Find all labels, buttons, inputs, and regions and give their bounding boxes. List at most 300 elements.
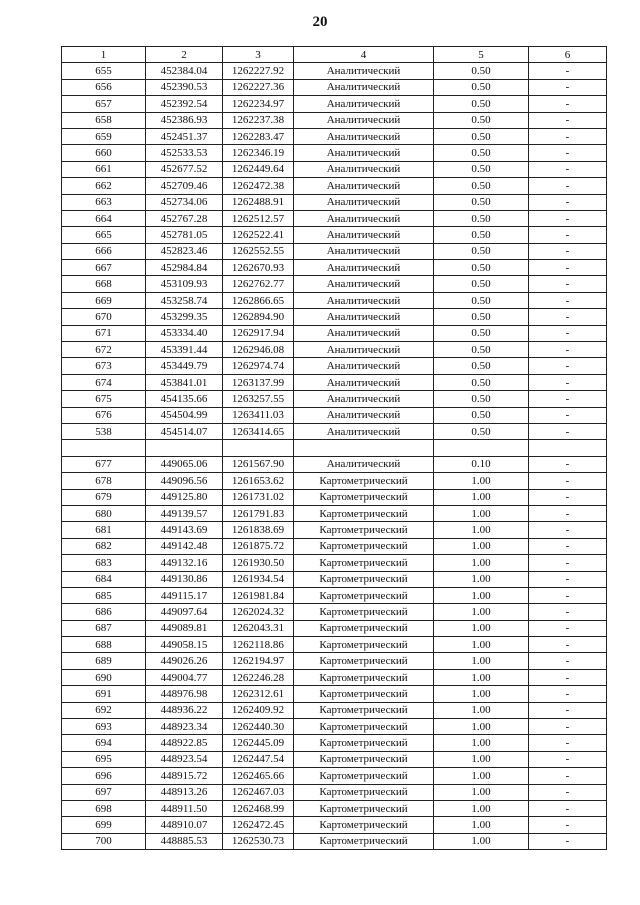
- table-cell: 1.00: [434, 571, 529, 587]
- table-cell: Картометрический: [294, 571, 434, 587]
- table-cell: [529, 440, 607, 456]
- column-header: 6: [529, 47, 607, 63]
- table-cell: 449004.77: [146, 669, 223, 685]
- table-cell: 1.00: [434, 768, 529, 784]
- table-cell: 1262283.47: [223, 128, 294, 144]
- table-cell: 699: [62, 817, 146, 833]
- table-cell: 1262468.99: [223, 800, 294, 816]
- table-cell: 1.00: [434, 751, 529, 767]
- table-cell: Картометрический: [294, 538, 434, 554]
- table-cell: 452390.53: [146, 79, 223, 95]
- table-row: [62, 784, 607, 800]
- table-cell: 658: [62, 112, 146, 128]
- table-cell: 452781.05: [146, 227, 223, 243]
- table-cell: 453299.35: [146, 309, 223, 325]
- table-row: [62, 96, 607, 112]
- table-cell: -: [529, 800, 607, 816]
- table-cell: 0.50: [434, 342, 529, 358]
- table-cell: -: [529, 292, 607, 308]
- table-cell: [223, 440, 294, 456]
- table-cell: Аналитический: [294, 79, 434, 95]
- table-row: [62, 194, 607, 210]
- table-cell: 1262552.55: [223, 243, 294, 259]
- table-cell: [294, 440, 434, 456]
- table-row: [62, 489, 607, 505]
- table-cell: 1261930.50: [223, 555, 294, 571]
- table-cell: 683: [62, 555, 146, 571]
- table-cell: 448976.98: [146, 686, 223, 702]
- table-cell: 452386.93: [146, 112, 223, 128]
- table-row: [62, 210, 607, 226]
- table-cell: 1.00: [434, 702, 529, 718]
- table-cell: 452734.06: [146, 194, 223, 210]
- table-row: [62, 309, 607, 325]
- table-cell: 670: [62, 309, 146, 325]
- page-number: 20: [312, 14, 328, 30]
- table-cell: Картометрический: [294, 653, 434, 669]
- table-cell: 1262946.08: [223, 342, 294, 358]
- table-cell: 1.00: [434, 538, 529, 554]
- table-cell: Картометрический: [294, 505, 434, 521]
- table-body: [62, 63, 607, 850]
- table-cell: -: [529, 112, 607, 128]
- table-cell: Картометрический: [294, 702, 434, 718]
- table-cell: 0.50: [434, 227, 529, 243]
- table-cell: 694: [62, 735, 146, 751]
- table-cell: 538: [62, 423, 146, 439]
- table-cell: 1262312.61: [223, 686, 294, 702]
- table-cell: -: [529, 128, 607, 144]
- table-cell: 0.50: [434, 407, 529, 423]
- table-cell: 454514.07: [146, 423, 223, 439]
- table-cell: -: [529, 784, 607, 800]
- table-cell: Картометрический: [294, 817, 434, 833]
- table-row: [62, 522, 607, 538]
- table-row: [62, 604, 607, 620]
- table-row: [62, 374, 607, 390]
- table-cell: -: [529, 374, 607, 390]
- table-cell: 1262445.09: [223, 735, 294, 751]
- table-cell: 660: [62, 145, 146, 161]
- table-row: [62, 178, 607, 194]
- table-cell: -: [529, 719, 607, 735]
- table-cell: -: [529, 522, 607, 538]
- table-cell: 693: [62, 719, 146, 735]
- table-cell: 1262488.91: [223, 194, 294, 210]
- table-cell: 1262467.03: [223, 784, 294, 800]
- table-cell: -: [529, 604, 607, 620]
- table-cell: 665: [62, 227, 146, 243]
- table-header-row: [62, 47, 607, 63]
- table-cell: Аналитический: [294, 112, 434, 128]
- table-row: [62, 260, 607, 276]
- table-row: [62, 637, 607, 653]
- table-row: [62, 653, 607, 669]
- table-cell: 698: [62, 800, 146, 816]
- table-cell: 1262670.93: [223, 260, 294, 276]
- table-cell: 669: [62, 292, 146, 308]
- table-cell: 1262246.28: [223, 669, 294, 685]
- column-header: 5: [434, 47, 529, 63]
- table-cell: 1.00: [434, 604, 529, 620]
- table-cell: Аналитический: [294, 178, 434, 194]
- table-cell: 666: [62, 243, 146, 259]
- table-row: [62, 128, 607, 144]
- table-cell: 657: [62, 96, 146, 112]
- table-cell: 1.00: [434, 735, 529, 751]
- table-row: [62, 669, 607, 685]
- table-cell: 659: [62, 128, 146, 144]
- table-cell: Аналитический: [294, 63, 434, 79]
- table-cell: 452823.46: [146, 243, 223, 259]
- table-cell: 686: [62, 604, 146, 620]
- table-row: [62, 538, 607, 554]
- table-cell: -: [529, 620, 607, 636]
- table-cell: 1262440.30: [223, 719, 294, 735]
- table-cell: 1262234.97: [223, 96, 294, 112]
- table-cell: -: [529, 260, 607, 276]
- table-cell: 1262472.45: [223, 817, 294, 833]
- table-cell: 1.00: [434, 473, 529, 489]
- table-cell: 448936.22: [146, 702, 223, 718]
- table-cell: Аналитический: [294, 161, 434, 177]
- table-cell: 662: [62, 178, 146, 194]
- table-cell: -: [529, 751, 607, 767]
- table-cell: 656: [62, 79, 146, 95]
- table-row: [62, 292, 607, 308]
- table-cell: Аналитический: [294, 276, 434, 292]
- table-cell: 452984.84: [146, 260, 223, 276]
- table-cell: 663: [62, 194, 146, 210]
- table-cell: 448910.07: [146, 817, 223, 833]
- table-cell: 0.50: [434, 292, 529, 308]
- table-cell: 684: [62, 571, 146, 587]
- table-row: [62, 423, 607, 439]
- table-cell: 453109.93: [146, 276, 223, 292]
- table-cell: 449125.80: [146, 489, 223, 505]
- table-cell: 1261791.83: [223, 505, 294, 521]
- table-row: [62, 571, 607, 587]
- table-cell: 449097.64: [146, 604, 223, 620]
- table-cell: 0.50: [434, 423, 529, 439]
- table-cell: 1261838.69: [223, 522, 294, 538]
- table-cell: 1262894.90: [223, 309, 294, 325]
- table-cell: 1263414.65: [223, 423, 294, 439]
- table-cell: 1262530.73: [223, 833, 294, 849]
- table-cell: 1262194.97: [223, 653, 294, 669]
- table-cell: -: [529, 309, 607, 325]
- table-cell: Аналитический: [294, 96, 434, 112]
- table-cell: 0.50: [434, 260, 529, 276]
- table-cell: 449065.06: [146, 456, 223, 472]
- table-cell: 448922.85: [146, 735, 223, 751]
- table-cell: 1.00: [434, 686, 529, 702]
- table-cell: 1262512.57: [223, 210, 294, 226]
- table-cell: [434, 440, 529, 456]
- table-cell: -: [529, 571, 607, 587]
- table-row: [62, 751, 607, 767]
- table-cell: 1.00: [434, 587, 529, 603]
- table-cell: Картометрический: [294, 620, 434, 636]
- table-cell: -: [529, 194, 607, 210]
- table-row: [62, 456, 607, 472]
- table-cell: Аналитический: [294, 342, 434, 358]
- table-cell: 695: [62, 751, 146, 767]
- table-cell: -: [529, 79, 607, 95]
- table-cell: Картометрический: [294, 800, 434, 816]
- table-row: [62, 358, 607, 374]
- table-cell: -: [529, 145, 607, 161]
- table-cell: -: [529, 407, 607, 423]
- table-row: [62, 735, 607, 751]
- table-cell: 1262237.38: [223, 112, 294, 128]
- table-cell: 1.00: [434, 669, 529, 685]
- table-cell: -: [529, 833, 607, 849]
- table-cell: 1.00: [434, 833, 529, 849]
- table-cell: -: [529, 161, 607, 177]
- table-row: [62, 407, 607, 423]
- table-row: [62, 227, 607, 243]
- table-row: [62, 505, 607, 521]
- table-cell: 448923.34: [146, 719, 223, 735]
- table-cell: 1262346.19: [223, 145, 294, 161]
- table-cell: 453391.44: [146, 342, 223, 358]
- table-cell: 448923.54: [146, 751, 223, 767]
- column-header: 4: [294, 47, 434, 63]
- table-cell: 453449.79: [146, 358, 223, 374]
- table-cell: 696: [62, 768, 146, 784]
- table-cell: 449115.17: [146, 587, 223, 603]
- table-row: [62, 817, 607, 833]
- table-cell: 1.00: [434, 637, 529, 653]
- table-cell: 448913.26: [146, 784, 223, 800]
- table-cell: 673: [62, 358, 146, 374]
- table-cell: 675: [62, 391, 146, 407]
- table-cell: -: [529, 342, 607, 358]
- table-cell: Картометрический: [294, 784, 434, 800]
- table-cell: 682: [62, 538, 146, 554]
- table-cell: Аналитический: [294, 309, 434, 325]
- table-cell: Аналитический: [294, 194, 434, 210]
- table-cell: Картометрический: [294, 604, 434, 620]
- table-row: [62, 79, 607, 95]
- table-cell: -: [529, 505, 607, 521]
- table-cell: 1263411.03: [223, 407, 294, 423]
- table-row: [62, 719, 607, 735]
- table-cell: 454504.99: [146, 407, 223, 423]
- table-cell: Картометрический: [294, 522, 434, 538]
- table-row: [62, 702, 607, 718]
- table-cell: 1.00: [434, 817, 529, 833]
- table-cell: 0.50: [434, 325, 529, 341]
- table-cell: Аналитический: [294, 145, 434, 161]
- table-cell: 0.50: [434, 145, 529, 161]
- table-cell: -: [529, 702, 607, 718]
- table-cell: -: [529, 587, 607, 603]
- table-cell: 0.50: [434, 128, 529, 144]
- table-cell: Картометрический: [294, 473, 434, 489]
- table-cell: -: [529, 178, 607, 194]
- table-cell: 668: [62, 276, 146, 292]
- table-cell: Картометрический: [294, 669, 434, 685]
- table-cell: 1261653.62: [223, 473, 294, 489]
- table-row: [62, 276, 607, 292]
- table-cell: 688: [62, 637, 146, 653]
- table-cell: -: [529, 227, 607, 243]
- table-cell: 0.50: [434, 391, 529, 407]
- table-cell: Картометрический: [294, 719, 434, 735]
- table-cell: 453841.01: [146, 374, 223, 390]
- table-row: [62, 112, 607, 128]
- table-cell: Картометрический: [294, 833, 434, 849]
- coordinates-table: [61, 46, 607, 850]
- column-header: 2: [146, 47, 223, 63]
- table-cell: 1262465.66: [223, 768, 294, 784]
- table-cell: 448911.50: [146, 800, 223, 816]
- table-cell: Аналитический: [294, 407, 434, 423]
- table-cell: -: [529, 391, 607, 407]
- table-cell: Аналитический: [294, 292, 434, 308]
- table-cell: 0.50: [434, 243, 529, 259]
- table-row: [62, 243, 607, 259]
- table-cell: Аналитический: [294, 128, 434, 144]
- table-cell: 1261731.02: [223, 489, 294, 505]
- table-cell: -: [529, 735, 607, 751]
- table-cell: 452451.37: [146, 128, 223, 144]
- table-cell: 655: [62, 63, 146, 79]
- table-cell: 671: [62, 325, 146, 341]
- table-cell: 1.00: [434, 784, 529, 800]
- table-cell: 689: [62, 653, 146, 669]
- table-cell: -: [529, 489, 607, 505]
- table-cell: -: [529, 669, 607, 685]
- table-cell: Аналитический: [294, 358, 434, 374]
- table-cell: 1262118.86: [223, 637, 294, 653]
- table-cell: 661: [62, 161, 146, 177]
- table-cell: -: [529, 276, 607, 292]
- table-cell: Аналитический: [294, 456, 434, 472]
- table-cell: -: [529, 210, 607, 226]
- table-cell: 0.50: [434, 96, 529, 112]
- table-cell: 680: [62, 505, 146, 521]
- table-cell: Аналитический: [294, 325, 434, 341]
- table-cell: 449058.15: [146, 637, 223, 653]
- table-cell: 1262762.77: [223, 276, 294, 292]
- table-cell: 0.50: [434, 178, 529, 194]
- table-cell: 1262043.31: [223, 620, 294, 636]
- table-cell: 1.00: [434, 800, 529, 816]
- table-cell: 1261875.72: [223, 538, 294, 554]
- table-cell: 1.00: [434, 505, 529, 521]
- table-cell: [62, 440, 146, 456]
- table-cell: 449096.56: [146, 473, 223, 489]
- table-cell: Картометрический: [294, 555, 434, 571]
- table-cell: 691: [62, 686, 146, 702]
- table-cell: 681: [62, 522, 146, 538]
- table-cell: -: [529, 423, 607, 439]
- table-cell: 1262024.32: [223, 604, 294, 620]
- table-row: [62, 63, 607, 79]
- table-cell: 448915.72: [146, 768, 223, 784]
- table-cell: 1261981.84: [223, 587, 294, 603]
- table-cell: Картометрический: [294, 768, 434, 784]
- table-cell: 679: [62, 489, 146, 505]
- table-cell: 0.50: [434, 276, 529, 292]
- table-cell: 1.00: [434, 489, 529, 505]
- table-cell: 677: [62, 456, 146, 472]
- table-cell: 1.00: [434, 620, 529, 636]
- table-cell: Аналитический: [294, 374, 434, 390]
- table-row: [62, 440, 607, 456]
- table-cell: 449026.26: [146, 653, 223, 669]
- table-row: [62, 342, 607, 358]
- table-cell: 1262447.54: [223, 751, 294, 767]
- table-cell: Аналитический: [294, 243, 434, 259]
- table-cell: 448885.53: [146, 833, 223, 849]
- table-row: [62, 620, 607, 636]
- table-cell: 697: [62, 784, 146, 800]
- table-cell: -: [529, 456, 607, 472]
- table-cell: Картометрический: [294, 637, 434, 653]
- table-cell: 1.00: [434, 653, 529, 669]
- column-header: 3: [223, 47, 294, 63]
- table-cell: -: [529, 325, 607, 341]
- table-cell: 1262522.41: [223, 227, 294, 243]
- table-cell: 449130.86: [146, 571, 223, 587]
- table-cell: 664: [62, 210, 146, 226]
- table-row: [62, 833, 607, 849]
- table-cell: 453258.74: [146, 292, 223, 308]
- table-row: [62, 145, 607, 161]
- table-cell: 1.00: [434, 555, 529, 571]
- table-cell: 0.50: [434, 161, 529, 177]
- table-cell: 1262227.92: [223, 63, 294, 79]
- table-cell: 452709.46: [146, 178, 223, 194]
- table-cell: Картометрический: [294, 686, 434, 702]
- table-row: [62, 800, 607, 816]
- table-cell: Аналитический: [294, 391, 434, 407]
- table-cell: 1261934.54: [223, 571, 294, 587]
- table-cell: -: [529, 768, 607, 784]
- table-cell: 0.50: [434, 358, 529, 374]
- table-cell: 692: [62, 702, 146, 718]
- table-row: [62, 768, 607, 784]
- table-cell: 685: [62, 587, 146, 603]
- table-cell: -: [529, 817, 607, 833]
- table-row: [62, 391, 607, 407]
- table-cell: -: [529, 653, 607, 669]
- table-cell: 676: [62, 407, 146, 423]
- table-cell: 0.50: [434, 112, 529, 128]
- table-row: [62, 686, 607, 702]
- table-cell: 454135.66: [146, 391, 223, 407]
- table-cell: -: [529, 63, 607, 79]
- table-cell: 1.00: [434, 522, 529, 538]
- table-cell: -: [529, 637, 607, 653]
- table-cell: 1262409.92: [223, 702, 294, 718]
- table-cell: Аналитический: [294, 260, 434, 276]
- table-cell: 0.10: [434, 456, 529, 472]
- table-cell: 1262974.74: [223, 358, 294, 374]
- table-cell: 452392.54: [146, 96, 223, 112]
- table-cell: 452533.53: [146, 145, 223, 161]
- table-cell: 452677.52: [146, 161, 223, 177]
- table-cell: 672: [62, 342, 146, 358]
- table-cell: 1.00: [434, 719, 529, 735]
- table-cell: Аналитический: [294, 227, 434, 243]
- table-cell: 0.50: [434, 210, 529, 226]
- table-cell: Картометрический: [294, 751, 434, 767]
